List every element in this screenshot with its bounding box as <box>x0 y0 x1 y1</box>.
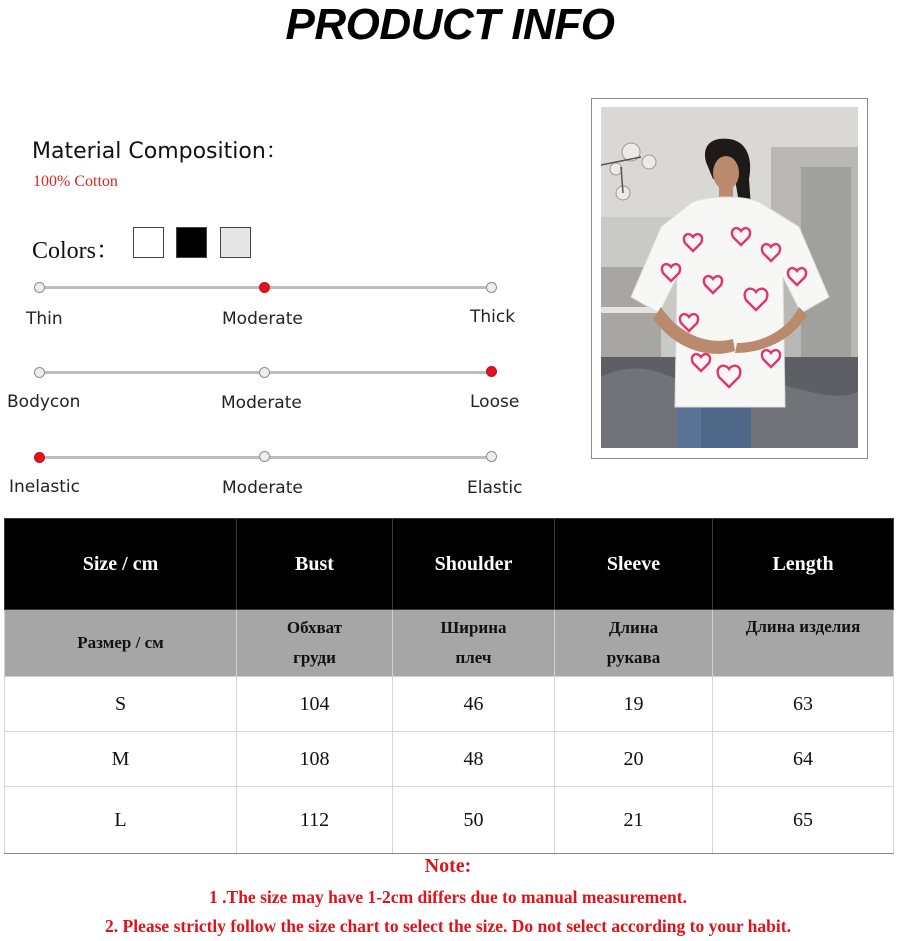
table-row <box>5 732 894 787</box>
product-photo <box>601 107 858 448</box>
note-line-2: 2. Please strictly follow the size chart to select the size. Do not select according to your habit. <box>105 916 791 936</box>
cell-size: L <box>5 787 237 854</box>
page-title: PRODUCT INFO <box>285 0 615 49</box>
cell-size: S <box>5 677 237 732</box>
size-table <box>4 518 894 854</box>
cell-shoulder: 46 <box>393 677 555 732</box>
cell-size: M <box>5 732 237 787</box>
fit-scale <box>0 365 530 425</box>
scale-label-inelastic: Inelastic <box>9 477 80 497</box>
elasticity-scale <box>0 450 530 510</box>
cell-length: 63 <box>713 677 894 732</box>
cell-shoulder: 50 <box>393 787 555 854</box>
cell-shoulder: 48 <box>393 732 555 787</box>
product-photo-frame <box>591 98 868 459</box>
scale-dot <box>259 282 270 293</box>
table-subheader-row <box>5 610 894 677</box>
scale-dot <box>486 282 497 293</box>
scale-dot <box>259 451 270 462</box>
color-swatch-black[interactable] <box>176 227 207 258</box>
note-line-1: 1 .The size may have 1-2cm differs due to manual measurement. <box>209 887 687 907</box>
header-length: Length <box>713 519 894 610</box>
subheader-bust: Обхват груди <box>237 610 393 677</box>
cell-bust: 104 <box>237 677 393 732</box>
material-label: Material Composition： <box>32 139 288 164</box>
scale-dot <box>259 367 270 378</box>
note-title: Note: <box>424 855 472 877</box>
scale-label-moderate: Moderate <box>222 478 303 498</box>
scale-label-elastic: Elastic <box>467 478 523 498</box>
subheader-shoulder: Ширина плеч <box>393 610 555 677</box>
cell-length: 64 <box>713 732 894 787</box>
header-sleeve: Sleeve <box>555 519 713 610</box>
thickness-scale <box>0 280 530 340</box>
colors-label: Colors： <box>32 238 121 264</box>
cell-sleeve: 19 <box>555 677 713 732</box>
header-bust: Bust <box>237 519 393 610</box>
subheader-size: Размер / см <box>5 610 237 677</box>
cell-bust: 108 <box>237 732 393 787</box>
table-header-row <box>5 519 894 610</box>
table-row <box>5 677 894 732</box>
scale-label-thick: Thick <box>470 307 516 327</box>
material-value: 100% Cotton <box>33 173 118 190</box>
scale-dot <box>34 367 45 378</box>
cell-sleeve: 21 <box>555 787 713 854</box>
cell-sleeve: 20 <box>555 732 713 787</box>
cell-bust: 112 <box>237 787 393 854</box>
header-shoulder: Shoulder <box>393 519 555 610</box>
scale-dot <box>34 282 45 293</box>
color-swatch-white[interactable] <box>133 227 164 258</box>
subheader-length: Длина изделия <box>713 610 894 677</box>
scale-label-loose: Loose <box>470 392 520 412</box>
model-illustration <box>601 107 858 448</box>
scale-dot <box>486 451 497 462</box>
table-row <box>5 787 894 854</box>
cell-length: 65 <box>713 787 894 854</box>
scale-label-thin: Thin <box>26 309 63 329</box>
scale-label-moderate: Moderate <box>221 393 302 413</box>
color-swatch-grey[interactable] <box>220 227 251 258</box>
header-size: Size / cm <box>5 519 237 610</box>
subheader-sleeve: Длина рукава <box>555 610 713 677</box>
scale-label-moderate: Moderate <box>222 309 303 329</box>
scale-dot <box>486 366 497 377</box>
scale-dot <box>34 452 45 463</box>
scale-label-bodycon: Bodycon <box>7 392 81 412</box>
